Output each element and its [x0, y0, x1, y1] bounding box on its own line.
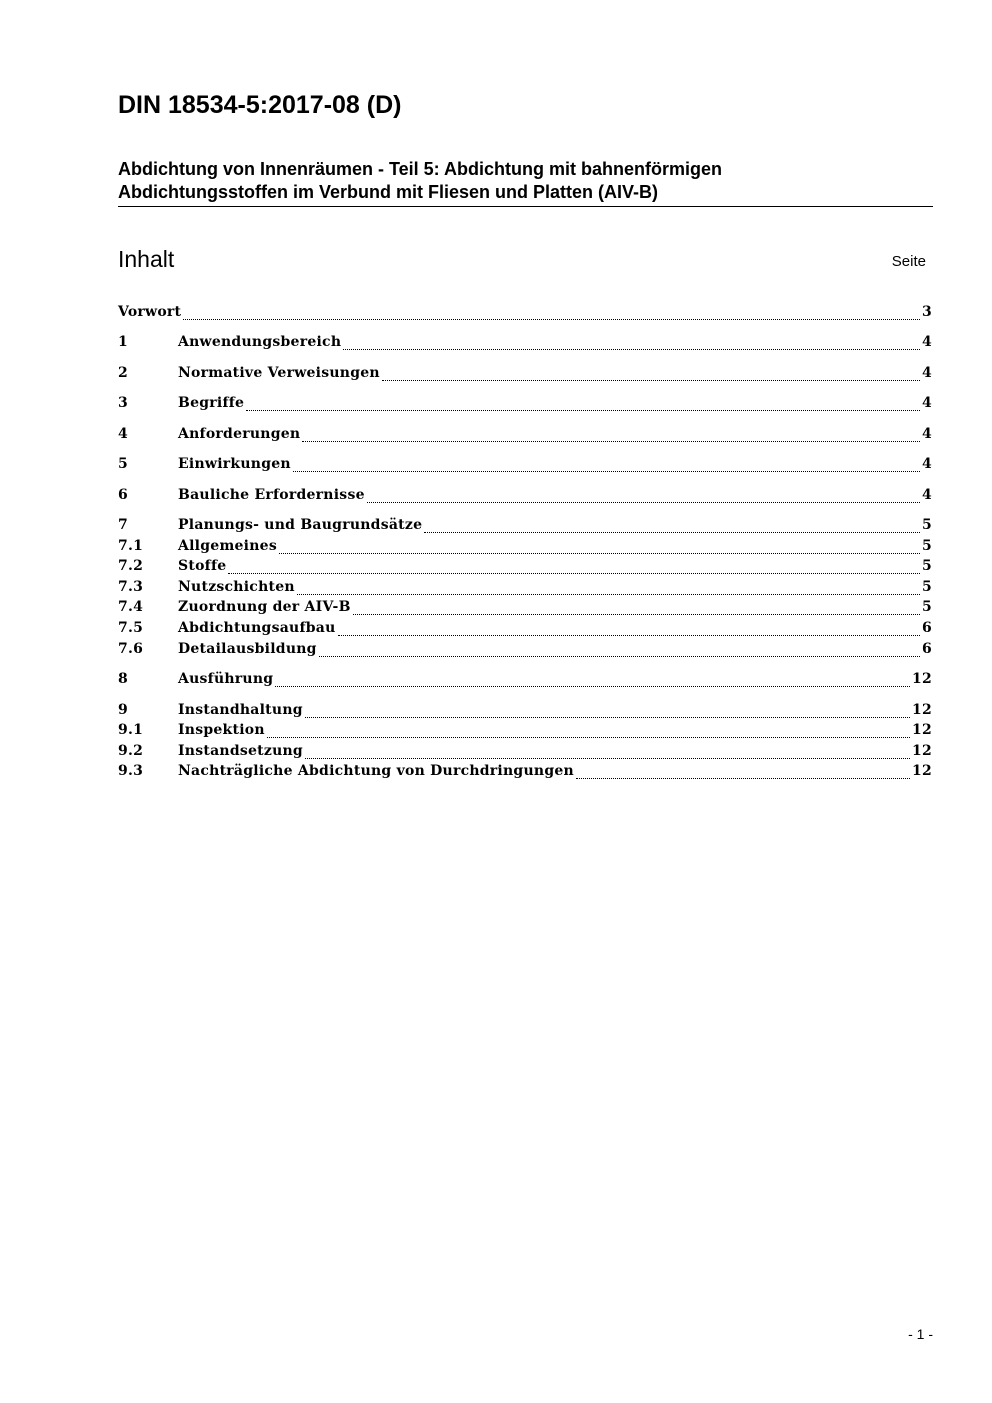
toc-dot-leader	[267, 734, 910, 738]
toc-dot-leader	[246, 407, 920, 411]
toc-entry-1[interactable]	[118, 332, 932, 353]
toc-entry-label: Vorwort	[118, 304, 182, 320]
toc-entry-label: Normative Verweisungen	[178, 365, 380, 381]
toc-entry-number: 2	[118, 365, 128, 381]
document-title	[118, 158, 933, 204]
toc-entry-page: 5	[922, 579, 932, 595]
toc-entry-number: 8	[118, 671, 128, 687]
toc-entry-label: Anwendungsbereich	[178, 334, 342, 350]
toc-dot-leader	[305, 714, 910, 718]
toc-dot-leader	[319, 653, 920, 657]
toc-heading: Inhalt	[118, 246, 175, 272]
toc-entry-page: 4	[922, 365, 932, 381]
toc-page-column-label: Seite	[891, 253, 926, 270]
toc-entry-label: Allgemeines	[178, 538, 277, 554]
toc-entry-label: Nutzschichten	[178, 579, 295, 595]
toc-entry-label: Begriffe	[178, 395, 245, 411]
page-number: - 1 -	[908, 1326, 933, 1342]
toc-entry-number: 9.3	[118, 763, 144, 779]
toc-entry-number: 4	[118, 426, 128, 442]
toc-entry-number: 7.3	[118, 579, 144, 595]
toc-entry-label: Anforderungen	[178, 426, 301, 442]
toc-entry-6[interactable]	[118, 485, 932, 506]
toc-entry-label: Stoffe	[178, 558, 227, 574]
toc-entry-page: 4	[922, 334, 932, 350]
toc-entry-number: 6	[118, 487, 128, 503]
toc-dot-leader	[297, 591, 920, 595]
toc-entry-label: Einwirkungen	[178, 456, 291, 472]
toc-entry-page: 12	[912, 702, 932, 718]
document-title-line-1: Abdichtung von Innenräumen - Teil 5: Abdichtung mit bahnenförmigen	[118, 159, 722, 179]
toc-entry-7-3[interactable]	[118, 577, 932, 598]
toc-entry-label: Zuordnung der AIV-B	[178, 599, 351, 615]
toc-entry-number: 7.5	[118, 620, 144, 636]
toc-dot-leader	[338, 632, 920, 636]
toc-entry-7-5[interactable]	[118, 618, 932, 639]
toc-entry-7-1[interactable]	[118, 536, 932, 557]
toc-entry-label: Bauliche Erfordernisse	[178, 487, 365, 503]
toc-entry-page: 6	[922, 620, 932, 636]
toc-entry-page: 5	[922, 517, 932, 533]
toc-dot-leader	[279, 550, 920, 554]
toc-entry-number: 1	[118, 334, 128, 350]
toc-entry-number: 7.4	[118, 599, 144, 615]
toc-entry-number: 9.2	[118, 743, 144, 759]
toc-entry-label: Abdichtungsaufbau	[178, 620, 336, 636]
toc-entry-page: 5	[922, 538, 932, 554]
toc-entry-page: 12	[912, 743, 932, 759]
toc-entry-4[interactable]	[118, 424, 932, 445]
toc-dot-leader	[353, 611, 920, 615]
toc-dot-leader	[343, 346, 920, 350]
toc-dot-leader	[382, 377, 920, 381]
toc-entry-7-6[interactable]	[118, 639, 932, 660]
toc-entry-number: 7.1	[118, 538, 144, 554]
toc-entry-vorwort[interactable]	[118, 302, 932, 323]
toc-entry-page: 12	[912, 763, 932, 779]
toc-entry-2[interactable]	[118, 363, 932, 384]
document-title-line-2: Abdichtungsstoffen im Verbund mit Fliesen und Platten (AIV-B)	[118, 182, 659, 202]
toc-entry-page: 4	[922, 395, 932, 411]
toc-entry-page: 4	[922, 456, 932, 472]
toc-entry-7-2[interactable]	[118, 556, 932, 577]
toc-entry-number: 9	[118, 702, 128, 718]
toc-entry-page: 12	[912, 722, 932, 738]
toc-entry-page: 4	[922, 426, 932, 442]
toc-dot-leader	[424, 529, 920, 533]
toc-entry-label: Inspektion	[178, 722, 265, 738]
toc-entry-label: Planungs- und Baugrundsätze	[178, 517, 423, 533]
toc-entry-page: 4	[922, 487, 932, 503]
toc-entry-9-2[interactable]	[118, 741, 932, 762]
toc-entry-9-1[interactable]	[118, 720, 932, 741]
toc-entry-label: Instandhaltung	[178, 702, 303, 718]
toc-dot-leader	[305, 755, 910, 759]
toc-entry-number: 9.1	[118, 722, 144, 738]
toc-entry-9[interactable]	[118, 700, 932, 721]
toc-entry-label: Detailausbildung	[178, 641, 317, 657]
toc-dot-leader	[183, 316, 920, 320]
title-divider	[118, 206, 933, 207]
toc-entry-5[interactable]	[118, 454, 932, 475]
toc-dot-leader	[228, 570, 920, 574]
toc-entry-9-3[interactable]	[118, 761, 932, 782]
toc-dot-leader	[367, 499, 920, 503]
toc-entry-label: Nachträgliche Abdichtung von Durchdringungen	[178, 763, 574, 779]
document-id: DIN 18534-5:2017-08 (D)	[118, 91, 402, 119]
toc-entry-label: Ausführung	[178, 671, 274, 687]
toc-entry-8[interactable]	[118, 669, 932, 690]
toc-entry-number: 7.6	[118, 641, 144, 657]
toc-dot-leader	[275, 683, 910, 687]
toc-entry-7[interactable]	[118, 515, 932, 536]
toc-dot-leader	[302, 438, 920, 442]
toc-entry-number: 3	[118, 395, 128, 411]
toc-entry-7-4[interactable]	[118, 597, 932, 618]
toc-entry-page: 3	[922, 304, 932, 320]
toc-entry-number: 5	[118, 456, 128, 472]
toc-entry-page: 5	[922, 558, 932, 574]
toc-entry-page: 12	[912, 671, 932, 687]
toc-entry-number: 7.2	[118, 558, 144, 574]
toc-entry-number: 7	[118, 517, 128, 533]
toc-entry-page: 5	[922, 599, 932, 615]
toc-dot-leader	[293, 468, 920, 472]
toc-entry-label: Instandsetzung	[178, 743, 303, 759]
toc-dot-leader	[576, 775, 910, 779]
toc-entry-page: 6	[922, 641, 932, 657]
toc-entry-3[interactable]	[118, 393, 932, 414]
